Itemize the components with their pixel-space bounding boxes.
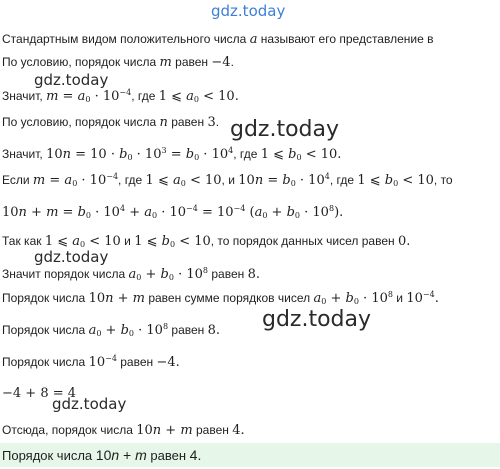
watermark-1: gdz.today xyxy=(34,71,109,89)
text-line-if: Если $m = a_0 \cdot 10^{-4}$, где 1 ⩽ $a_0 < 10$, и $10n = b_0 \cdot 10^4$, где 1 ⩽ $b_0 < 10$, то xyxy=(2,172,453,188)
formula-b0-range: 1 ⩽ $b_0 < 10$. xyxy=(260,147,342,162)
formula-sum: $10n + m = b_0 \cdot 10^4 + a_0 \cdot 10^{-4} = 10^{-4}$ $(a_0 + b_0 \cdot 10^8)$. xyxy=(2,204,344,220)
text-line-order-n: По условию, порядок числа n равен 3. xyxy=(2,115,220,130)
text-line-sum-formula xyxy=(2,204,343,221)
text-line-order-8: Порядок числа $a_0 + b_0 \cdot 10^8$ равен 8. xyxy=(2,322,221,338)
formula-10n: $10n = 10 \cdot b_0 \cdot 10^3 = b_0 \cdot 10^4$ xyxy=(46,146,234,162)
text-line-order-minus4: Порядок числа $10^{-4}$ равен −4. xyxy=(2,354,180,370)
formula-a0-range: 1 ⩽ $a_0 < 10$. xyxy=(158,89,239,104)
watermark-5: gdz.today xyxy=(52,395,127,413)
formula-m: $m = a_0 \cdot 10^{-4}$ xyxy=(46,88,132,104)
watermark-2: gdz.today xyxy=(230,117,340,142)
formula-arithmetic: −4 + 8 = 4 xyxy=(2,386,77,401)
watermark-top: gdz.today xyxy=(211,2,286,20)
text-line-hence: Отсюда, порядок числа 10n + m равен 4. xyxy=(2,423,245,438)
text-line-order-m: По условию, порядок числа m равен −4. xyxy=(2,55,234,70)
text-line-10n-form: Значит, $10n = 10 \cdot b_0 \cdot 10^3 = b_0 \cdot 10^4$, где 1 ⩽ $b_0 < 10$. xyxy=(2,146,342,162)
text-line-definition xyxy=(2,31,433,48)
text-line-m-form: Значит, $m = a_0 \cdot 10^{-4}$, где 1 ⩽ $a_0 < 10$. xyxy=(2,88,239,104)
answer-text: Порядок числа 10n + m равен 4. xyxy=(2,447,202,463)
definition-text: Стандартным видом положительного числа a называют его представление в xyxy=(2,32,434,47)
text-line-order-sum-of-orders: Порядок числа 10n + m равен сумме порядков чисел $a_0 + b_0 \cdot 10^8$ и $10^{-4}$. xyxy=(2,290,439,306)
text-line-order-sum8: Значит порядок числа $a_0 + b_0 \cdot 10^8$ равен 8. xyxy=(2,266,260,282)
watermark-3: gdz.today xyxy=(34,248,109,266)
watermark-4: gdz.today xyxy=(262,307,372,332)
text-line-since: Так как 1 ⩽ $a_0 < 10$ и 1 ⩽ $b_0 < 10$, то порядок данных чисел равен 0. xyxy=(2,234,411,249)
